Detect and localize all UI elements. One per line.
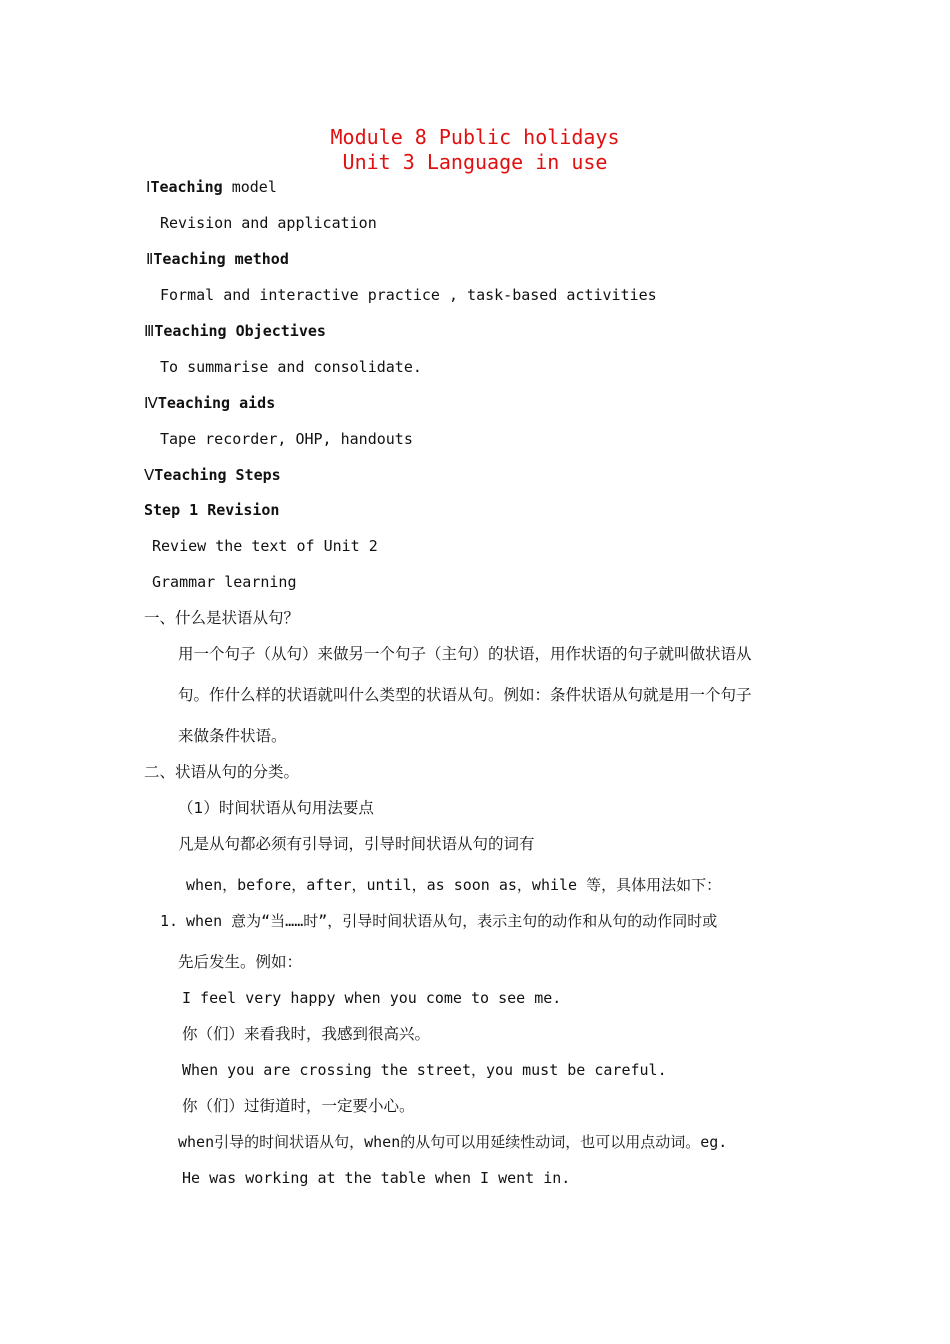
- grammar-point-1-line: [160, 911, 717, 931]
- document-subtitle: Unit 3 Language in use: [342, 150, 608, 174]
- section-teaching-steps-heading: [144, 465, 281, 485]
- section-teaching-method-body: Formal and interactive practice , task-based activities: [160, 286, 657, 304]
- grammar-point-text: when 意为“当……时”，引导时间状语从句，表示主句的动作和从句的动作同时或: [186, 912, 718, 930]
- section-numeral: Ⅴ: [144, 466, 155, 484]
- section-numeral: Ⅰ: [146, 178, 151, 196]
- section-heading: Teaching Objectives: [154, 322, 326, 340]
- section-teaching-method-heading: [146, 249, 289, 269]
- grammar-paragraph-line: 用一个句子（从句）来做另一个句子（主句）的状语，用作状语的句子就叫做状语从: [178, 645, 752, 663]
- section-teaching-aids-heading: [144, 393, 275, 413]
- grammar-subheading-time-clause: （1）时间状语从句用法要点: [178, 799, 374, 817]
- grammar-point-1-continuation: 先后发生。例如：: [178, 953, 303, 971]
- section-heading: Teaching method: [153, 250, 289, 268]
- section-teaching-objectives-body: To summarise and consolidate.: [160, 358, 422, 376]
- grammar-conjunction-list: when，before，after，until，as soon as，while 等，具体用法如下：: [186, 876, 722, 894]
- section-heading: Teaching Steps: [154, 466, 281, 484]
- grammar-paragraph-line: 句。作什么样的状语就叫什么类型的状语从句。例如：条件状语从句就是用一个句子: [178, 686, 752, 704]
- example-sentence-en: When you are crossing the street，you must be careful.: [182, 1061, 667, 1079]
- section-numeral: Ⅱ: [146, 250, 154, 268]
- example-sentence-en: He was working at the table when I went in.: [182, 1169, 571, 1187]
- step-1-heading: Step 1 Revision: [144, 501, 280, 519]
- grammar-paragraph-line: 来做条件状语。: [178, 727, 287, 745]
- section-numeral: Ⅳ: [144, 394, 158, 412]
- section-numeral: Ⅲ: [144, 322, 155, 340]
- list-number: 1.: [160, 912, 179, 930]
- grammar-paragraph-line: 凡是从句都必须有引导词，引导时间状语从句的词有: [178, 835, 535, 853]
- section-heading: Teaching: [150, 178, 223, 196]
- section-heading: Teaching aids: [157, 394, 276, 412]
- section-teaching-model-body: Revision and application: [160, 214, 377, 232]
- document-title: Module 8 Public holidays: [330, 125, 620, 149]
- grammar-note: when引导的时间状语从句，when的从句可以用延续性动词，也可以用点动词。eg.: [178, 1133, 728, 1151]
- section-heading-rest: model: [222, 178, 277, 196]
- example-sentence-en: I feel very happy when you come to see me.: [182, 989, 562, 1007]
- example-sentence-cn: 你（们）来看我时，我感到很高兴。: [182, 1025, 431, 1043]
- grammar-question-1-heading: 一、什么是状语从句？: [144, 609, 300, 627]
- grammar-question-2-heading: 二、状语从句的分类。: [144, 763, 300, 781]
- example-sentence-cn: 你（们）过街道时，一定要小心。: [182, 1097, 415, 1115]
- step-1-item-grammar: Grammar learning: [152, 573, 297, 591]
- step-1-item-review: Review the text of Unit 2: [152, 537, 378, 555]
- section-teaching-model-heading: [146, 177, 277, 197]
- section-teaching-objectives-heading: [144, 321, 326, 341]
- section-teaching-aids-body: Tape recorder, OHP, handouts: [160, 430, 413, 448]
